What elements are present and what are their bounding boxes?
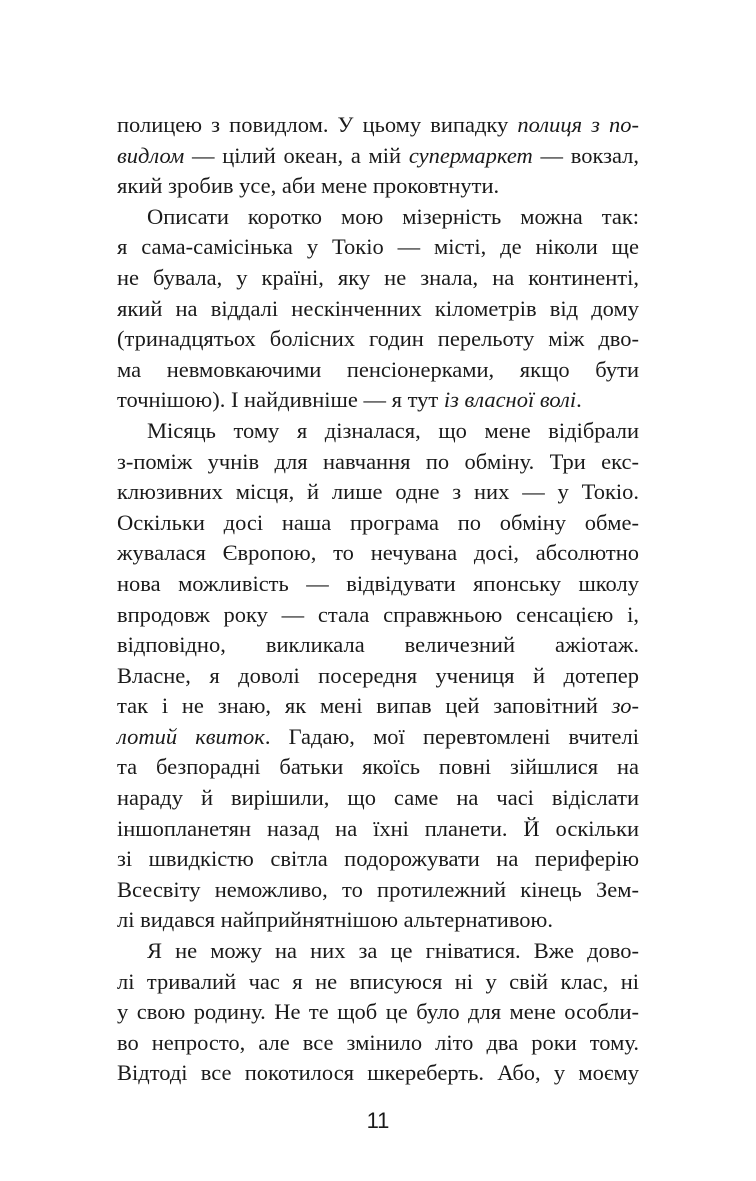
text-line [117, 355, 639, 386]
text-segment: впродовж року — стала справжньою сенсацією і, [117, 601, 639, 627]
text-segment: жувалася Європою, то нечувана досі, абсолютно [117, 540, 639, 566]
text-line [117, 508, 639, 539]
text-segment: точнішою). І найдивніше — я тут [117, 387, 444, 413]
text-line [117, 600, 639, 631]
text-segment: полицею з повидлом. У цьому випадку [117, 112, 518, 137]
text-line [117, 691, 639, 722]
text-line [117, 324, 639, 355]
text-segment: (тринадцятьох болісних годин перельоту між дво- [117, 326, 639, 352]
text-line [117, 722, 639, 753]
text-segment: лі видався найприйнятнішою альтернативою. [117, 907, 553, 933]
text-line [117, 875, 639, 906]
text-line [117, 997, 639, 1028]
text-line [117, 538, 639, 569]
text-segment: Відтоді все покотилося шкереберть. Або, у моєму [117, 1060, 639, 1086]
text-line [117, 202, 639, 233]
text-segment: іншопланетян назад на їхні планети. Й оскільки [117, 815, 639, 841]
text-line [117, 1058, 639, 1089]
text-segment: який зробив усе, аби мене проковтнути. [117, 173, 500, 199]
text-segment: Місяць тому я дізналася, що мене відібрали [147, 417, 639, 443]
italic-text: зо- [611, 693, 639, 719]
page-number: 11 [366, 1108, 390, 1133]
italic-text: лотий квиток [117, 723, 265, 749]
text-segment: клюзивних місця, й лише одне з них — у Токіо. [117, 479, 639, 505]
text-segment: зі швидкістю світла подорожувати на периферію [117, 846, 639, 872]
text-line [117, 141, 639, 172]
italic-text: видлом [117, 142, 185, 168]
text-segment: та безпорадні батьки якоїсь повні зійшлися на [117, 754, 639, 780]
text-line [117, 171, 639, 202]
italic-text: із власної волі [443, 387, 577, 413]
text-segment: лі тривалий час я не вписуюся ні у свій клас, ні [117, 968, 639, 994]
text-segment: . Гадаю, мої перевтомлені вчителі [264, 723, 639, 749]
text-segment: у свою родину. Не те щоб це було для мене особли- [117, 999, 639, 1025]
text-line [117, 783, 639, 814]
text-line [117, 232, 639, 263]
text-segment: нова можливість — відвідувати японську школу [117, 570, 639, 596]
text-line [117, 263, 639, 294]
text-line [117, 936, 639, 967]
text-line [117, 477, 639, 508]
italic-text: супермаркет [408, 142, 533, 168]
text-segment: — цілий океан, а мій [184, 142, 409, 168]
italic-text: полиця з по- [517, 112, 639, 137]
text-segment: не бувала, у країні, яку не знала, на континенті, [117, 264, 639, 290]
text-segment: я сама-самісінька у Токіо — місті, де ніколи ще [117, 234, 639, 260]
text-line [117, 447, 639, 478]
text-segment: во непросто, але все змінило літо два роки тому. [117, 1029, 639, 1055]
text-line [117, 569, 639, 600]
text-line [117, 110, 639, 141]
text-segment: нараду й вирішили, що саме на часі відіслати [117, 785, 639, 811]
text-line [117, 294, 639, 325]
text-line [117, 752, 639, 783]
text-segment: так і не знаю, як мені випав цей заповітний [117, 693, 612, 719]
text-line [117, 814, 639, 845]
text-line [117, 416, 639, 447]
text-line [117, 661, 639, 692]
text-line [117, 905, 639, 936]
text-line [117, 1028, 639, 1059]
text-line [117, 967, 639, 998]
text-segment: Оскільки досі наша програма по обміну обме- [117, 509, 639, 535]
text-segment: Я не можу на них за це гніватися. Вже дово- [147, 938, 639, 964]
text-segment: Власне, я доволі посередня учениця й дотепер [117, 662, 639, 688]
text-segment: Всесвіту неможливо, то протилежний кінець Зем- [117, 876, 639, 902]
text-segment: Описати коротко мою мізерність можна так: [147, 203, 639, 229]
text-line [117, 844, 639, 875]
text-line [117, 630, 639, 661]
text-segment: ма невмовкаючими пенсіонерками, якщо бути [117, 356, 639, 382]
text-segment: який на віддалі нескінченних кілометрів від дому [117, 295, 639, 321]
page-body-text [117, 110, 639, 1089]
text-segment: з-поміж учнів для навчання по обміну. Три екс- [117, 448, 639, 474]
text-line [117, 385, 639, 416]
text-segment: . [576, 387, 582, 413]
text-segment: — вокзал, [532, 142, 640, 168]
text-segment: відповідно, викликала величезний ажіотаж. [117, 632, 639, 658]
